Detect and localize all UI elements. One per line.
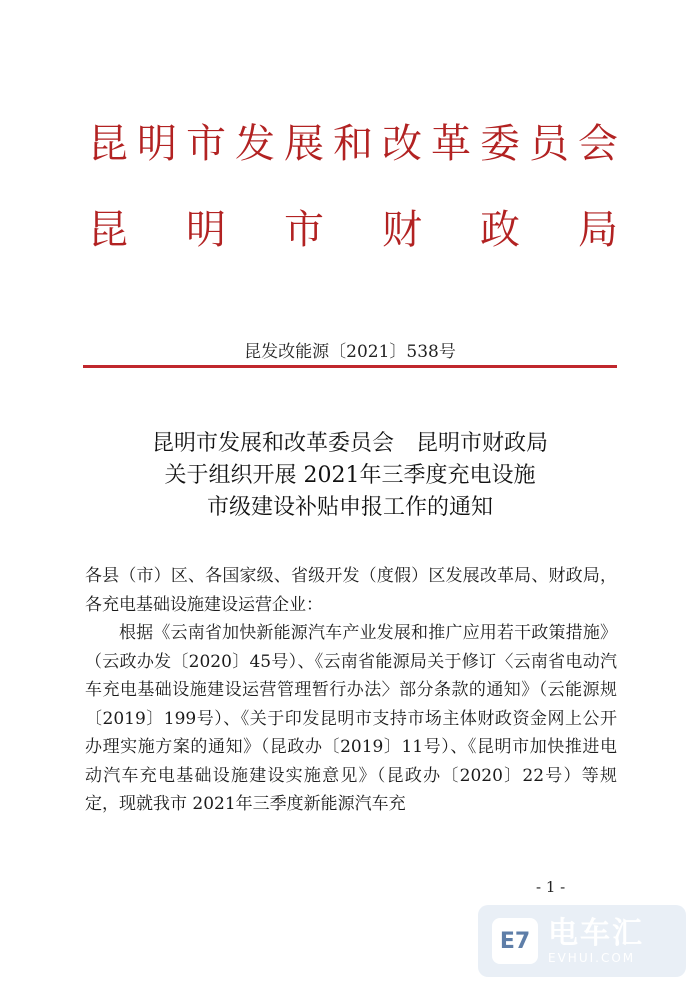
watermark-text — [548, 917, 644, 965]
issuer-char: 改 — [382, 121, 422, 167]
notice-body — [85, 562, 617, 819]
body-paragraph: 根据《云南省加快新能源汽车产业发展和推广应用若干政策措施》（云政办发〔2020〕45号）、《云南省能源局关于修订〈云南省电动汽车充电基础设施建设运营管理暂行办法〉部分条款的通知》（云能源规〔2019〕199号）、《关于印发昆明市支持市场主体财政资金网上公开办理实施方案的通知》（昆政办〔2019〕11号）、《昆明市加快推进电动汽车充电基础设施建设实施意见》（昆政办〔2020〕22号）等规定，现就我市 2021年三季度新能源汽车充 — [85, 623, 617, 814]
site-watermark-logo — [478, 905, 686, 977]
notice-title — [0, 428, 700, 524]
watermark-cn: 电车汇 — [548, 916, 644, 951]
issuer-line-1 — [88, 120, 618, 168]
issuer-char: 昆 — [88, 207, 128, 253]
issuer-char: 展 — [284, 121, 324, 167]
issuer-char: 市 — [284, 207, 324, 253]
issuer-char: 明 — [186, 207, 226, 253]
issuer-char: 市 — [186, 121, 226, 167]
issuer-char: 和 — [333, 121, 373, 167]
issuer-char: 昆 — [88, 121, 128, 167]
title-line-1: 昆明市发展和改革委员会 昆明市财政局 — [151, 431, 548, 456]
issuer-char: 局 — [578, 207, 618, 253]
issuer-char: 明 — [137, 121, 177, 167]
issuer-char: 革 — [431, 121, 471, 167]
title-line-2: 关于组织开展 2021年三季度充电设施 — [164, 463, 536, 488]
title-line-3: 市级建设补贴申报工作的通知 — [206, 495, 493, 520]
watermark-en: EVHUI.COM — [548, 951, 636, 965]
issuer-line-2 — [88, 206, 618, 254]
issuer-char: 会 — [578, 121, 618, 167]
issuer-char: 委 — [480, 121, 520, 167]
issuer-char: 政 — [480, 207, 520, 253]
red-divider — [83, 365, 617, 368]
issuer-char: 发 — [235, 121, 275, 167]
addressee-paragraph: 各县（市）区、各国家级、省级开发（度假）区发展改革局、财政局，各充电基础设施建设运营企业： — [85, 566, 617, 615]
document-number: 昆发改能源〔2021〕538号 — [244, 342, 456, 362]
issuer-char: 员 — [529, 121, 569, 167]
page-number: - 1 - — [536, 878, 566, 896]
issuer-char: 财 — [382, 207, 422, 253]
watermark-badge-icon: E7 — [492, 918, 538, 964]
